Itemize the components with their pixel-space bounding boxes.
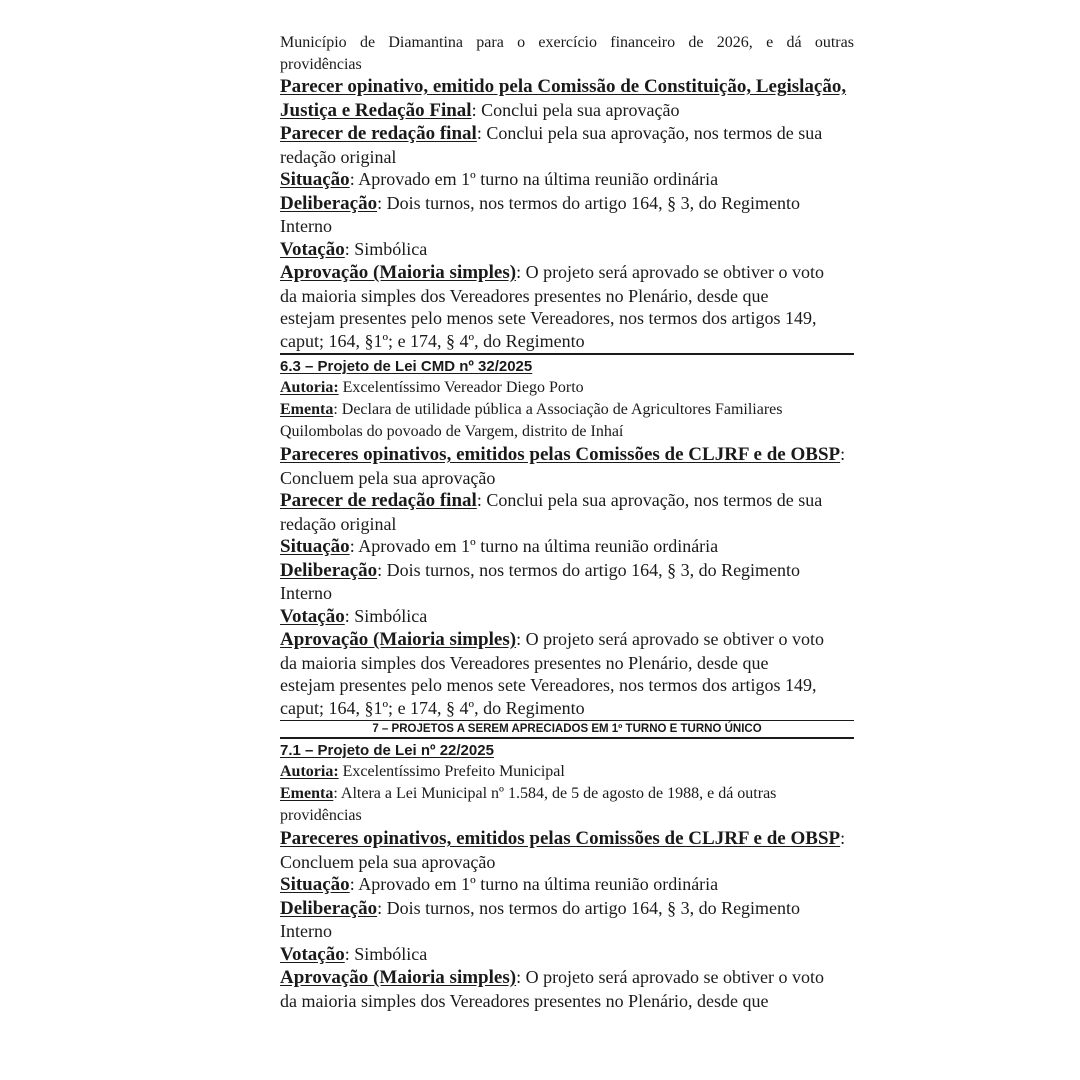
votacao-text: : Simbólica: [344, 238, 428, 259]
situacao-label: Situação: [280, 536, 350, 557]
ementa-line-2: providências: [280, 807, 362, 824]
votacao-line: [280, 238, 854, 262]
ementa-line: [280, 399, 854, 421]
votacao-label: Votação: [280, 238, 345, 260]
aprovacao-line-4: caput; 164, §1º; e 174, § 4º, do Regimento: [280, 697, 585, 718]
redacao-final-label: Parecer de redação final: [280, 490, 477, 511]
aprovacao-text: : O projeto será aprovado se obtiver o voto: [516, 629, 824, 649]
ementa-continuation-line: [280, 32, 854, 54]
aprovacao-line-4: caput; 164, §1º; e 174, § 4º, do Regimento: [280, 330, 585, 351]
situacao-label: Situação: [280, 169, 350, 190]
redacao-final-line: [280, 489, 854, 513]
aprovacao-text: : O projeto será aprovado se obtiver o voto: [516, 967, 824, 987]
deliberacao-text: : Dois turnos, nos termos do artigo 164, § 3, do Regimento: [377, 192, 801, 213]
aprovacao-line-2: da maioria simples dos Vereadores presentes no Plenário, desde que: [280, 990, 769, 1011]
pareceres-line-2: Concluem pela sua aprovação: [280, 467, 496, 488]
pareceres-colon: :: [840, 828, 846, 848]
deliberacao-line: [280, 897, 854, 921]
ementa-continuation-word: outras: [814, 34, 854, 51]
autoria-text: Excelentíssimo Prefeito Municipal: [338, 763, 565, 780]
aprovacao-line: [280, 261, 854, 285]
deliberacao-label: Deliberação: [280, 192, 378, 214]
situacao-line: [280, 535, 854, 559]
ementa-line: [280, 783, 854, 805]
pareceres-label: Pareceres opinativos, emitidos pelas Comissões de CLJRF e de OBSP: [280, 444, 841, 465]
pareceres-line: [280, 827, 854, 851]
situacao-text: : Aprovado em 1º turno na última reunião ordinária: [349, 874, 719, 894]
situacao-label: Situação: [280, 874, 350, 895]
deliberacao-text: : Dois turnos, nos termos do artigo 164, § 3, do Regimento: [377, 897, 801, 918]
document-content: [280, 32, 854, 1012]
autoria-line: [280, 377, 854, 399]
ementa-text: : Altera a Lei Municipal nº 1.584, de 5 de agosto de 1988, e dá outras: [333, 785, 777, 802]
ementa-continuation-word: Diamantina: [388, 34, 463, 51]
deliberacao-label: Deliberação: [280, 897, 378, 919]
ementa-continuation-word: para: [476, 34, 504, 51]
pareceres-colon: :: [840, 444, 846, 464]
aprovacao-label: Aprovação (Maioria simples): [280, 629, 517, 650]
ementa-continuation-word: de: [359, 34, 376, 51]
ementa-continuation-word: de: [688, 34, 704, 51]
aprovacao-line-2: da maioria simples dos Vereadores presentes no Plenário, desde que: [280, 652, 769, 673]
autoria-text: Excelentíssimo Vereador Diego Porto: [338, 379, 584, 396]
deliberacao-line: [280, 559, 854, 583]
ementa-line-2: Quilombolas do povoado de Vargem, distrito de Inhaí: [280, 423, 624, 440]
autoria-label: Autoria:: [280, 763, 339, 780]
pareceres-line-2: Concluem pela sua aprovação: [280, 851, 496, 872]
item-7-1-heading: 7.1 – Projeto de Lei nº 22/2025: [280, 742, 494, 759]
redacao-final-line-2: redação original: [280, 146, 397, 167]
ementa-continuation-word: financeiro: [610, 34, 676, 51]
parecer-opinativo-label: Parecer opinativo, emitido pela Comissão de Constituição, Legislação,: [280, 76, 847, 97]
item-6-3-heading: 6.3 – Projeto de Lei CMD nº 32/2025: [280, 358, 533, 375]
aprovacao-line: [280, 628, 854, 652]
situacao-line: [280, 168, 854, 192]
redacao-final-line: [280, 122, 854, 146]
parecer-opinativo-line: [280, 76, 854, 99]
parecer-opinativo-line-2: [280, 99, 854, 123]
redacao-final-text: : Conclui pela sua aprovação, nos termos de sua: [476, 123, 823, 143]
redacao-final-label: Parecer de redação final: [280, 123, 477, 144]
aprovacao-text: : O projeto será aprovado se obtiver o voto: [516, 262, 824, 282]
aprovacao-line-3: estejam presentes pelo menos sete Vereadores, nos termos dos artigos 149,: [280, 675, 817, 695]
deliberacao-text: : Dois turnos, nos termos do artigo 164, § 3, do Regimento: [377, 559, 801, 580]
ementa-continuation-word: exercício: [538, 34, 597, 51]
parecer-opinativo-text: : Conclui pela sua aprovação: [471, 99, 680, 120]
votacao-line: [280, 605, 854, 629]
section-7-header: 7 – PROJETOS A SEREM APRECIADOS EM 1º TURNO E TURNO ÚNICO: [280, 720, 854, 739]
pareceres-label: Pareceres opinativos, emitidos pelas Comissões de CLJRF e de OBSP: [280, 828, 841, 849]
aprovacao-line-2: da maioria simples dos Vereadores presentes no Plenário, desde que: [280, 285, 769, 306]
autoria-line: [280, 761, 854, 783]
parecer-opinativo-label-2: Justiça e Redação Final: [280, 99, 472, 121]
situacao-line: [280, 873, 854, 897]
aprovacao-line-3: estejam presentes pelo menos sete Vereadores, nos termos dos artigos 149,: [280, 308, 817, 328]
votacao-label: Votação: [280, 605, 345, 627]
redacao-final-text: : Conclui pela sua aprovação, nos termos de sua: [476, 490, 823, 510]
votacao-text: : Simbólica: [344, 605, 428, 626]
pareceres-line: [280, 443, 854, 467]
autoria-label: Autoria:: [280, 379, 339, 396]
ementa-continuation-word: o: [517, 34, 526, 51]
deliberacao-line-2: Interno: [280, 583, 332, 603]
aprovacao-line: [280, 966, 854, 990]
ementa-continuation-word: e: [766, 34, 774, 51]
ementa-text: : Declara de utilidade pública a Associação de Agricultores Familiares: [333, 401, 783, 418]
deliberacao-label: Deliberação: [280, 559, 378, 581]
ementa-label: Ementa: [280, 401, 334, 418]
ementa-label: Ementa: [280, 785, 334, 802]
deliberacao-line-2: Interno: [280, 921, 332, 941]
votacao-line: [280, 943, 854, 967]
divider-rule: [280, 353, 854, 355]
ementa-continuation-word: dá: [786, 34, 802, 51]
aprovacao-label: Aprovação (Maioria simples): [280, 967, 517, 988]
ementa-continuation-word: Município: [280, 34, 347, 51]
redacao-final-line-2: redação original: [280, 513, 397, 534]
ementa-continuation-word: 2026,: [716, 34, 753, 51]
votacao-text: : Simbólica: [344, 943, 428, 964]
ementa-continuation-end: providências: [280, 56, 362, 73]
aprovacao-label: Aprovação (Maioria simples): [280, 262, 517, 283]
deliberacao-line-2: Interno: [280, 216, 332, 236]
votacao-label: Votação: [280, 943, 345, 965]
situacao-text: : Aprovado em 1º turno na última reunião ordinária: [349, 169, 719, 189]
situacao-text: : Aprovado em 1º turno na última reunião ordinária: [349, 536, 719, 556]
deliberacao-line: [280, 192, 854, 216]
